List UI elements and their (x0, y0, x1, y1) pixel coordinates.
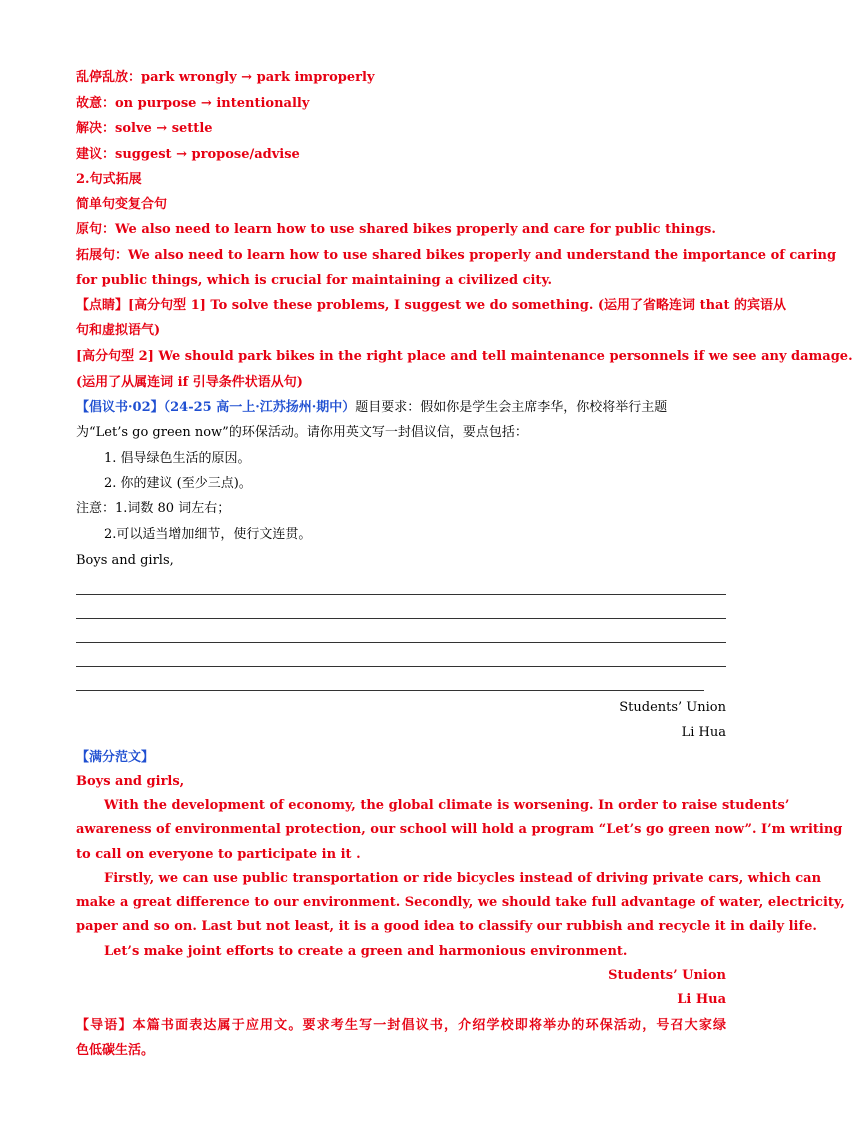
task-note: 2.可以适当增加细节，使行文连贯。 (104, 527, 312, 542)
highlight-label: 【点睛】 (76, 298, 129, 313)
guide-text: 本篇书面表达属于应用文。要求考生写一封倡议书，介绍学校即将举办的环保活动，号召大家绿 (132, 1018, 726, 1033)
vocab-item (76, 70, 726, 86)
expanded-sentence-line (76, 248, 837, 264)
model-essay-tag: 【满分范文】 (76, 750, 155, 765)
highlight-line: [高分句型 2] We should park bikes in the right place and tell maintenance personnels if we see any damage. (76, 349, 853, 364)
vocab-cn: 建议： (76, 147, 116, 162)
highlight-line: 句和虚拟语气) (76, 323, 161, 338)
highlight-text: [高分句型 1] To solve these problems, I suggest we do something. (运用了省略连词 that 的宾语从 (128, 298, 786, 313)
expanded-text: We also need to learn how to use shared bikes properly and understand the importance of caring (128, 248, 837, 263)
task-note: 注意：1.词数 80 词左右； (76, 501, 231, 516)
section-subheading: 简单句变复合句 (76, 197, 168, 212)
task-text: 题目要求：假如你是学生会主席李华，你校将举行主题 (355, 400, 668, 415)
answer-line (76, 642, 726, 643)
expanded-label: 拓展句： (76, 248, 129, 263)
highlight-line: (运用了从属连词 if 引导条件状语从句) (76, 375, 303, 390)
guide-line: 色低碳生活。 (76, 1043, 155, 1058)
task-source: （24-25 高一上·江苏扬州·期中） (163, 400, 356, 415)
vocab-en: on purpose → intentionally (115, 96, 310, 111)
model-paragraph-line: make a great difference to our environment. Secondly, we should take full advantage of water, electricity, (76, 895, 845, 910)
answer-line (76, 666, 726, 667)
guide-tag: 【导语】 (76, 1018, 133, 1033)
task-point: 1. 倡导绿色生活的原因。 (104, 451, 251, 466)
vocab-cn: 乱停乱放： (76, 70, 142, 85)
task-tag: 【倡议书·02】 (76, 400, 164, 415)
task-point: 2. 你的建议 (至少三点)。 (104, 476, 252, 491)
model-signature-org: Students’ Union (608, 968, 726, 983)
answer-line (76, 618, 726, 619)
vocab-item (76, 96, 726, 112)
task-prompt-line (76, 400, 726, 416)
section-heading: 2.句式拓展 (76, 172, 142, 187)
model-paragraph-line: awareness of environmental protection, our school will hold a program “Let’s go green now”. I’m writing (76, 822, 843, 837)
vocab-en: park wrongly → park improperly (141, 70, 375, 85)
expanded-sentence-line: for public things, which is crucial for maintaining a civilized city. (76, 273, 553, 288)
original-label: 原句： (76, 222, 116, 237)
model-paragraph-line: With the development of economy, the global climate is worsening. In order to raise students’ (104, 798, 790, 813)
model-paragraph-line: paper and so on. Last but not least, it is a good idea to classify our rubbish and recycle it in daily life. (76, 919, 817, 934)
answer-line (76, 594, 726, 595)
model-paragraph-line: Firstly, we can use public transportation or ride bicycles instead of driving private cars, which can (104, 871, 822, 886)
original-text: We also need to learn how to use shared bikes properly and care for public things. (115, 222, 716, 237)
answer-line (76, 690, 704, 691)
guide-line (76, 1018, 726, 1034)
vocab-item (76, 147, 726, 163)
model-paragraph-line: Let’s make joint efforts to create a green and harmonious environment. (104, 944, 628, 959)
task-greeting: Boys and girls, (76, 553, 174, 568)
model-paragraph-line: to call on everyone to participate in it . (76, 847, 361, 862)
highlight-line (76, 298, 786, 314)
original-sentence (76, 222, 726, 238)
task-signature-org: Students’ Union (619, 700, 726, 715)
model-greeting: Boys and girls, (76, 774, 185, 789)
task-prompt-line: 为“Let’s go green now”的环保活动。请你用英文写一封倡议信，要点包括： (76, 425, 528, 440)
vocab-en: solve → settle (115, 121, 213, 136)
vocab-en: suggest → propose/advise (115, 147, 300, 162)
model-signature-name: Li Hua (677, 992, 726, 1007)
vocab-item (76, 121, 726, 137)
vocab-cn: 故意： (76, 96, 116, 111)
vocab-cn: 解决： (76, 121, 116, 136)
task-signature-name: Li Hua (681, 725, 726, 740)
